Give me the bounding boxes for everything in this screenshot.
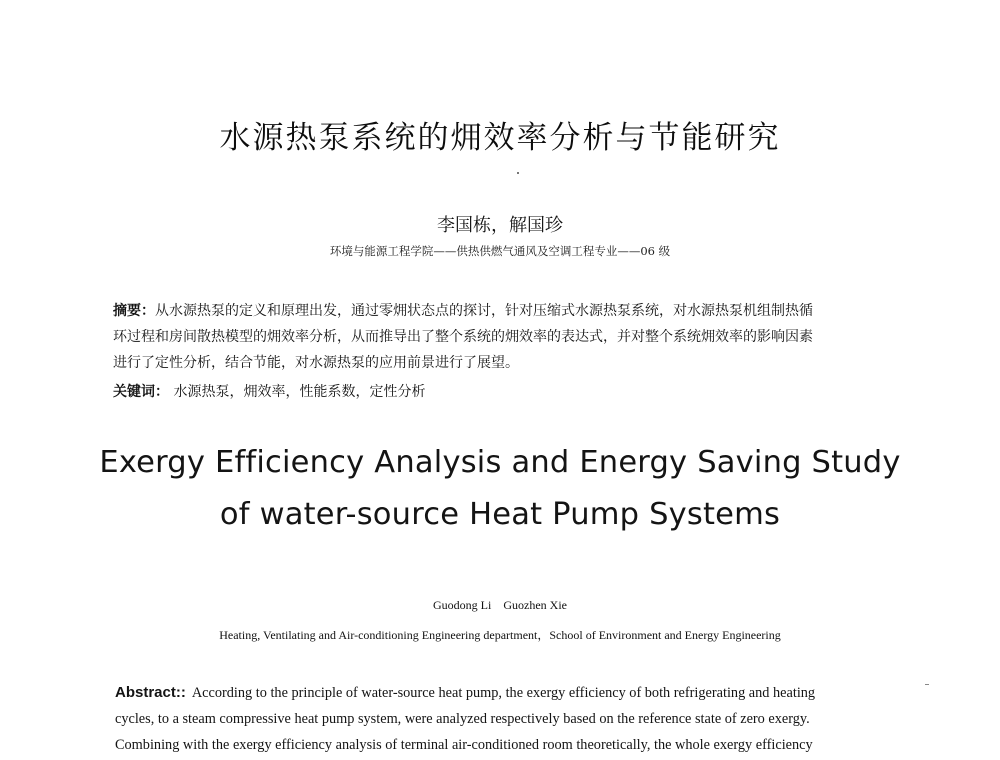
english-abstract-line-1 [115,680,905,706]
chinese-keywords [113,381,893,401]
english-title [0,437,1000,541]
author-1: Guodong Li [433,598,492,612]
chinese-keywords-text: 水源热泵，㶲效率，性能系数，定性分析 [173,384,426,400]
chinese-abstract [113,298,893,376]
english-abstract [115,680,905,758]
chinese-title: 水源热泵系统的㶲效率分析与节能研究 [219,120,781,156]
scan-speck [517,172,519,174]
chinese-affiliation: 环境与能源工程学院——供热供燃气通风及空调工程专业——06 级 [329,244,671,258]
chinese-authors: 李国栋，解国珍 [437,215,563,236]
english-abstract-label: Abstract:: [115,684,186,701]
english-abstract-line-2: cycles, to a steam compressive heat pump system, were analyzed respectively based on the reference state of zero exergy. [115,711,810,727]
english-title-line-1: Exergy Efficiency Analysis and Energy Saving Study [99,445,901,480]
chinese-abstract-line-2: 环过程和房间散热模型的㶲效率分析，从而推导出了整个系统的㶲效率的表达式，并对整个系统㶲效率的影响因素 [113,329,813,345]
english-abstract-text: According to the principle of water-source heat pump, the exergy efficiency of both refrigerating and heating [191,685,816,701]
english-title-line-2: of water-source Heat Pump Systems [219,497,781,532]
english-affiliation: Heating, Ventilating and Air-conditioning Engineering department，School of Environment and Energy Engineering [219,628,781,642]
chinese-abstract-line-1 [113,298,893,324]
chinese-abstract-line-3: 进行了定性分析，结合节能，对水源热泵的应用前景进行了展望。 [113,355,519,371]
english-abstract-line-3: Combining with the exergy efficiency analysis of terminal air-conditioned room theoretically, the whole exergy efficiency [115,737,813,753]
scan-speck [925,684,929,685]
chinese-keywords-label: 关键词： [113,384,169,400]
english-authors [0,598,1000,613]
author-2: Guozhen Xie [503,598,567,612]
chinese-abstract-text: 从水源热泵的定义和原理出发，通过零㶲状态点的探讨，针对压缩式水源热泵系统，对水源热泵机组制热循 [155,303,813,319]
chinese-abstract-label: 摘要： [113,303,155,319]
